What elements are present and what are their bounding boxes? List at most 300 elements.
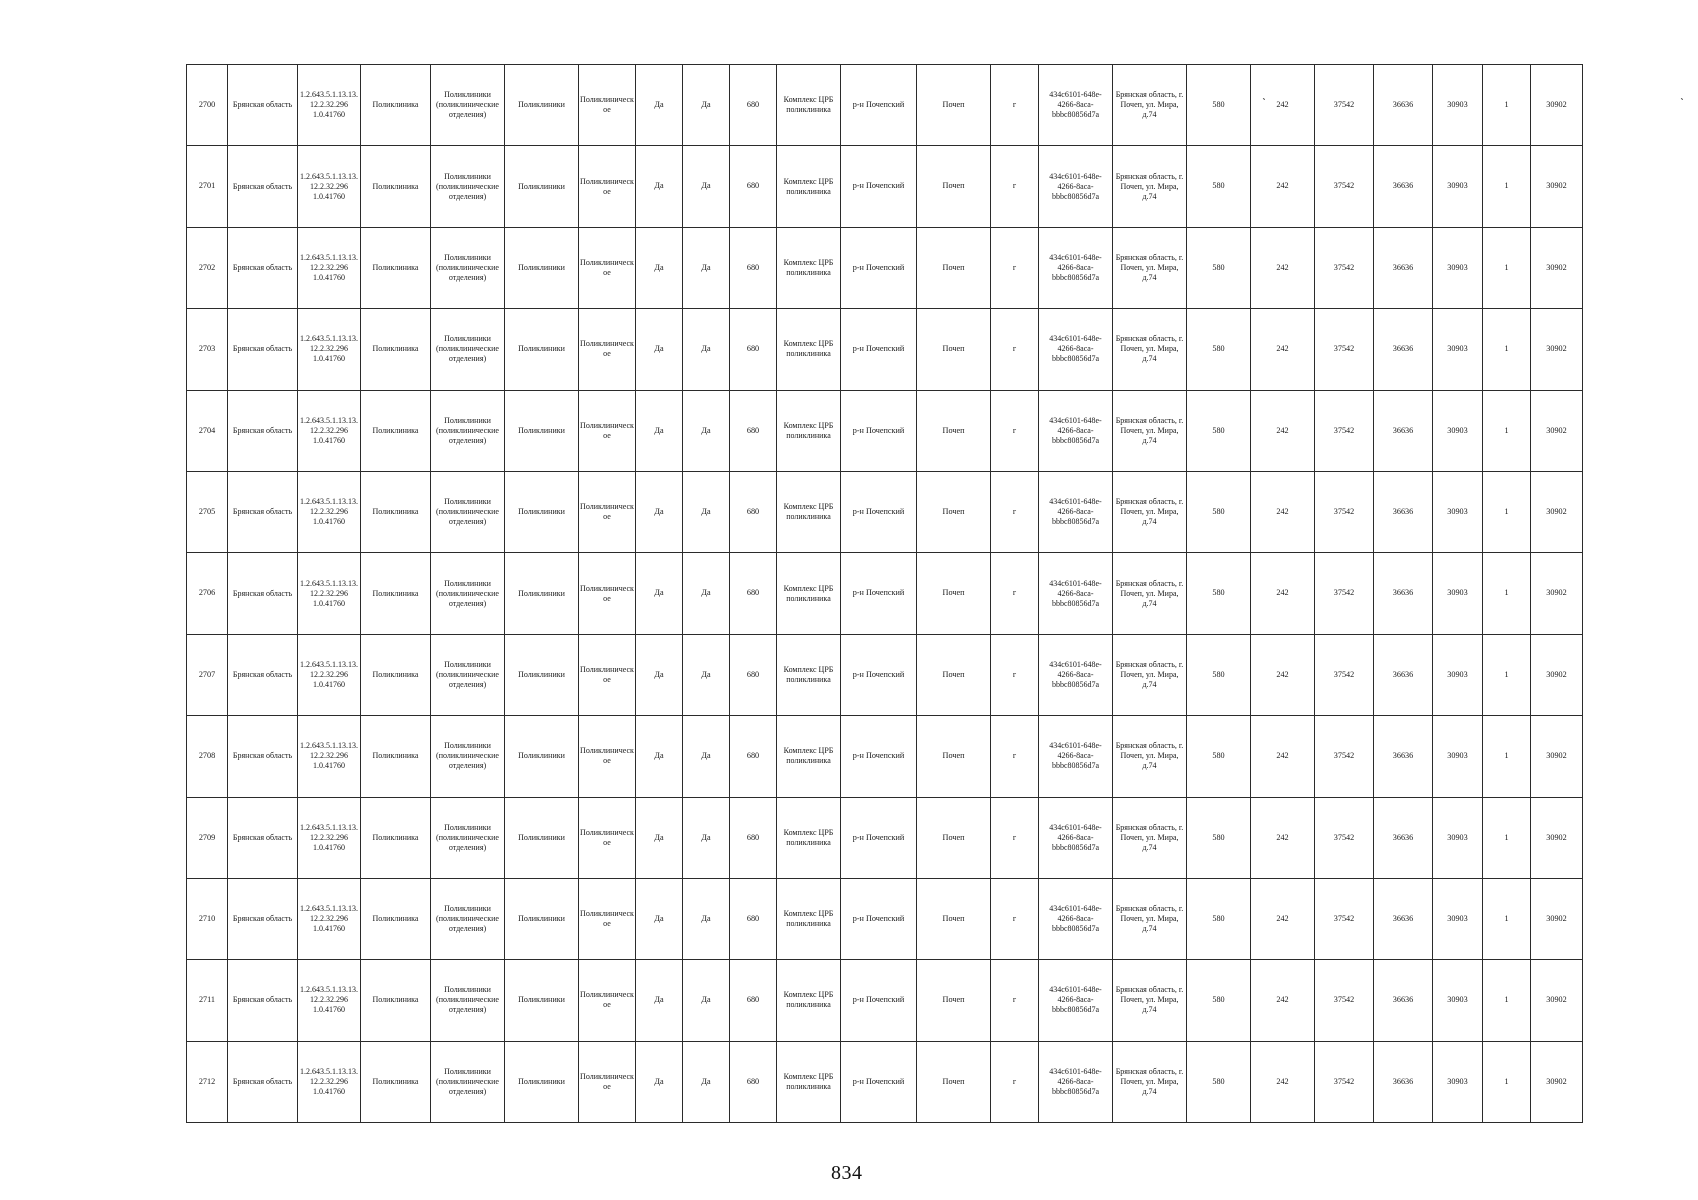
table-cell: 1 (1483, 309, 1531, 390)
table-cell: 580 (1187, 146, 1251, 227)
table-cell: Почеп (917, 390, 991, 471)
table-cell: 1.2.643.5.1.13.13.12.2.32.296 1.0.41760 (298, 1041, 361, 1122)
table-cell: г (991, 471, 1039, 552)
table-cell: Поликлиническое (579, 553, 636, 634)
table-cell: г (991, 1041, 1039, 1122)
table-cell: Да (636, 65, 683, 146)
table-cell: р-н Почепский (841, 960, 917, 1041)
table-cell: г (991, 878, 1039, 959)
table-cell: 1.2.643.5.1.13.13.12.2.32.296 1.0.41760 (298, 390, 361, 471)
table-cell: 434c6101-648e-4266-8aca-bbbc80856d7a (1039, 309, 1113, 390)
table-cell: 1.2.643.5.1.13.13.12.2.32.296 1.0.41760 (298, 716, 361, 797)
table-cell: 1.2.643.5.1.13.13.12.2.32.296 1.0.41760 (298, 309, 361, 390)
table-cell: 1 (1483, 960, 1531, 1041)
table-cell: 242 (1251, 634, 1315, 715)
table-cell: Комплекс ЦРБ поликлиника (777, 65, 841, 146)
table-cell: 30903 (1433, 309, 1483, 390)
table-cell: 30902 (1531, 309, 1583, 390)
table-cell: Брянская область, г. Почеп, ул. Мира, д.74 (1113, 553, 1187, 634)
table-cell: 30903 (1433, 553, 1483, 634)
table-cell: 30903 (1433, 878, 1483, 959)
table-cell: 1 (1483, 146, 1531, 227)
table-cell: Поликлиники (поликлинические отделения) (431, 960, 505, 1041)
table-cell: 30903 (1433, 227, 1483, 308)
table-cell: 36636 (1374, 471, 1433, 552)
table-cell: 434c6101-648e-4266-8aca-bbbc80856d7a (1039, 553, 1113, 634)
table-cell: Брянская область (228, 716, 298, 797)
table-cell: Поликлиника (361, 553, 431, 634)
table-cell: г (991, 960, 1039, 1041)
table-cell: 30902 (1531, 960, 1583, 1041)
table-cell: Да (636, 146, 683, 227)
table-cell: Почеп (917, 1041, 991, 1122)
table-cell: 434c6101-648e-4266-8aca-bbbc80856d7a (1039, 716, 1113, 797)
table-cell: г (991, 553, 1039, 634)
table-cell: 30902 (1531, 553, 1583, 634)
table-row (187, 878, 1583, 959)
table-cell: 2712 (187, 1041, 228, 1122)
table-cell: 30903 (1433, 471, 1483, 552)
table-cell: Поликлиника (361, 1041, 431, 1122)
table-cell: Поликлиника (361, 634, 431, 715)
table-cell: 30903 (1433, 65, 1483, 146)
table-cell: Да (636, 471, 683, 552)
table-cell: г (991, 146, 1039, 227)
table-cell: г (991, 716, 1039, 797)
table-row (187, 309, 1583, 390)
table-cell: 1.2.643.5.1.13.13.12.2.32.296 1.0.41760 (298, 797, 361, 878)
table-cell: 36636 (1374, 553, 1433, 634)
table-cell: 2707 (187, 634, 228, 715)
table-cell: Поликлиническое (579, 65, 636, 146)
table-cell: Брянская область (228, 227, 298, 308)
table-cell: 37542 (1315, 65, 1374, 146)
table-cell: 2702 (187, 227, 228, 308)
table-cell: 580 (1187, 716, 1251, 797)
table-cell: 1.2.643.5.1.13.13.12.2.32.296 1.0.41760 (298, 471, 361, 552)
table-cell: Поликлиники (поликлинические отделения) (431, 878, 505, 959)
table-cell: Брянская область, г. Почеп, ул. Мира, д.74 (1113, 146, 1187, 227)
table-cell: 1 (1483, 878, 1531, 959)
table-cell: Поликлиники (505, 960, 579, 1041)
table-cell: Брянская область, г. Почеп, ул. Мира, д.74 (1113, 797, 1187, 878)
table-cell: Почеп (917, 471, 991, 552)
table-cell: Да (683, 1041, 730, 1122)
table-cell: Брянская область, г. Почеп, ул. Мира, д.74 (1113, 716, 1187, 797)
table-cell: 580 (1187, 471, 1251, 552)
table-cell: 2708 (187, 716, 228, 797)
table-cell: 36636 (1374, 1041, 1433, 1122)
table-cell: Поликлиническое (579, 471, 636, 552)
table-cell: г (991, 797, 1039, 878)
table-cell: Брянская область, г. Почеп, ул. Мира, д.74 (1113, 1041, 1187, 1122)
table-cell: Да (683, 309, 730, 390)
table-row (187, 471, 1583, 552)
table-body (187, 65, 1583, 1123)
table-cell: Да (683, 553, 730, 634)
table-cell: 1.2.643.5.1.13.13.12.2.32.296 1.0.41760 (298, 65, 361, 146)
table-cell: 434c6101-648e-4266-8aca-bbbc80856d7a (1039, 146, 1113, 227)
table-cell: Да (683, 716, 730, 797)
table-cell: 580 (1187, 65, 1251, 146)
table-cell: 36636 (1374, 227, 1433, 308)
table-cell: 2703 (187, 309, 228, 390)
table-cell: Поликлиники (поликлинические отделения) (431, 716, 505, 797)
table-cell: Брянская область, г. Почеп, ул. Мира, д.74 (1113, 390, 1187, 471)
table-cell: Да (683, 634, 730, 715)
table-cell: 30902 (1531, 471, 1583, 552)
table-cell: 434c6101-648e-4266-8aca-bbbc80856d7a (1039, 960, 1113, 1041)
table-cell: Поликлиники (505, 878, 579, 959)
table-cell: 36636 (1374, 65, 1433, 146)
table-cell: Поликлиники (505, 309, 579, 390)
table-cell: р-н Почепский (841, 878, 917, 959)
table-cell: Поликлиники (поликлинические отделения) (431, 309, 505, 390)
table-cell: 2706 (187, 553, 228, 634)
table-cell: 680 (730, 553, 777, 634)
table-cell: 1.2.643.5.1.13.13.12.2.32.296 1.0.41760 (298, 634, 361, 715)
table-cell: Брянская область (228, 146, 298, 227)
table-row (187, 716, 1583, 797)
table-cell: 1.2.643.5.1.13.13.12.2.32.296 1.0.41760 (298, 960, 361, 1041)
table-cell: Брянская область, г. Почеп, ул. Мира, д.74 (1113, 878, 1187, 959)
table-cell: 30903 (1433, 1041, 1483, 1122)
table-cell: 2711 (187, 960, 228, 1041)
table-cell: Поликлиническое (579, 227, 636, 308)
table-cell: 37542 (1315, 634, 1374, 715)
table-cell: 242 (1251, 1041, 1315, 1122)
table-cell: 2704 (187, 390, 228, 471)
table-cell: Брянская область (228, 878, 298, 959)
table-cell: Да (683, 960, 730, 1041)
table-cell: Брянская область (228, 797, 298, 878)
table-cell: Да (683, 471, 730, 552)
table-cell: Поликлиника (361, 146, 431, 227)
table-cell: Почеп (917, 634, 991, 715)
table-cell: Поликлиника (361, 716, 431, 797)
table-cell: Комплекс ЦРБ поликлиника (777, 471, 841, 552)
table-cell: г (991, 65, 1039, 146)
table-cell: Комплекс ЦРБ поликлиника (777, 553, 841, 634)
table-cell: 434c6101-648e-4266-8aca-bbbc80856d7a (1039, 878, 1113, 959)
table-cell: 36636 (1374, 716, 1433, 797)
table-cell: 30903 (1433, 960, 1483, 1041)
table-cell: 680 (730, 878, 777, 959)
table-cell: 37542 (1315, 878, 1374, 959)
table-cell: р-н Почепский (841, 471, 917, 552)
table-row (187, 1041, 1583, 1122)
table-cell: 1 (1483, 553, 1531, 634)
table-cell: 30903 (1433, 146, 1483, 227)
table-cell: Комплекс ЦРБ поликлиника (777, 309, 841, 390)
table-cell: 36636 (1374, 878, 1433, 959)
table-cell: 37542 (1315, 960, 1374, 1041)
table-cell: Поликлиника (361, 309, 431, 390)
table-row (187, 146, 1583, 227)
table-cell: 30902 (1531, 716, 1583, 797)
table-cell: Поликлиники (поликлинические отделения) (431, 390, 505, 471)
table-cell: 680 (730, 634, 777, 715)
table-cell: 1 (1483, 716, 1531, 797)
table-cell: 30902 (1531, 227, 1583, 308)
table-cell: 680 (730, 146, 777, 227)
table-cell: 1 (1483, 1041, 1531, 1122)
table-cell: Комплекс ЦРБ поликлиника (777, 390, 841, 471)
table-row (187, 553, 1583, 634)
table-cell: р-н Почепский (841, 309, 917, 390)
table-cell: 37542 (1315, 309, 1374, 390)
table-cell: Да (636, 878, 683, 959)
table-cell: Поликлиника (361, 65, 431, 146)
table-cell: Да (683, 65, 730, 146)
table-cell: Брянская область, г. Почеп, ул. Мира, д.74 (1113, 634, 1187, 715)
table-cell: 680 (730, 309, 777, 390)
table-cell: 1 (1483, 797, 1531, 878)
table-cell: Брянская область (228, 634, 298, 715)
table-cell: Поликлиники (505, 471, 579, 552)
table-cell: Брянская область (228, 65, 298, 146)
table-cell: 242 (1251, 146, 1315, 227)
table-cell: 434c6101-648e-4266-8aca-bbbc80856d7a (1039, 65, 1113, 146)
table-row (187, 227, 1583, 308)
table-cell: 242 (1251, 65, 1315, 146)
table-cell: 37542 (1315, 1041, 1374, 1122)
table-cell: Почеп (917, 716, 991, 797)
table-cell: 37542 (1315, 390, 1374, 471)
table-cell: Брянская область (228, 1041, 298, 1122)
table-cell: 1 (1483, 634, 1531, 715)
table-cell: Поликлиника (361, 878, 431, 959)
table-cell: 1.2.643.5.1.13.13.12.2.32.296 1.0.41760 (298, 227, 361, 308)
table-cell: Брянская область (228, 309, 298, 390)
table-cell: 242 (1251, 797, 1315, 878)
table-cell: Почеп (917, 553, 991, 634)
table-cell: р-н Почепский (841, 634, 917, 715)
table-cell: г (991, 227, 1039, 308)
table-cell: Поликлиники (поликлинические отделения) (431, 1041, 505, 1122)
table-cell: 434c6101-648e-4266-8aca-bbbc80856d7a (1039, 471, 1113, 552)
table-cell: Да (683, 878, 730, 959)
table-cell: Да (636, 390, 683, 471)
table-cell: р-н Почепский (841, 797, 917, 878)
data-table (186, 64, 1583, 1123)
table-cell: Поликлиника (361, 797, 431, 878)
table-cell: Поликлиника (361, 960, 431, 1041)
table-cell: 680 (730, 471, 777, 552)
table-cell: Поликлиника (361, 471, 431, 552)
table-cell: 580 (1187, 553, 1251, 634)
table-cell: 242 (1251, 309, 1315, 390)
table-cell: Поликлиники (505, 146, 579, 227)
table-cell: Брянская область (228, 390, 298, 471)
table-cell: 30902 (1531, 878, 1583, 959)
table-cell: 242 (1251, 716, 1315, 797)
table-cell: 1.2.643.5.1.13.13.12.2.32.296 1.0.41760 (298, 146, 361, 227)
table-cell: Да (636, 1041, 683, 1122)
table-cell: Брянская область, г. Почеп, ул. Мира, д.74 (1113, 309, 1187, 390)
table-cell: 37542 (1315, 227, 1374, 308)
table-row (187, 797, 1583, 878)
table-cell: 2709 (187, 797, 228, 878)
table-cell: 37542 (1315, 146, 1374, 227)
table-cell: Поликлиники (поликлинические отделения) (431, 146, 505, 227)
table-cell: р-н Почепский (841, 65, 917, 146)
table-cell: Да (636, 797, 683, 878)
table-cell: Брянская область, г. Почеп, ул. Мира, д.74 (1113, 227, 1187, 308)
table-cell: 580 (1187, 227, 1251, 308)
table-cell: Поликлиника (361, 227, 431, 308)
table-cell: Брянская область, г. Почеп, ул. Мира, д.74 (1113, 471, 1187, 552)
table-cell: 30903 (1433, 634, 1483, 715)
table-cell: Поликлиники (505, 634, 579, 715)
table-cell: 434c6101-648e-4266-8aca-bbbc80856d7a (1039, 227, 1113, 308)
table-cell: 680 (730, 797, 777, 878)
table-cell: Поликлиническое (579, 797, 636, 878)
table-cell: Комплекс ЦРБ поликлиника (777, 1041, 841, 1122)
table-cell: Поликлиническое (579, 1041, 636, 1122)
table-cell: Поликлиники (поликлинические отделения) (431, 227, 505, 308)
table-cell: 680 (730, 227, 777, 308)
table-cell: Почеп (917, 960, 991, 1041)
table-cell: 30902 (1531, 1041, 1583, 1122)
table-cell: 580 (1187, 634, 1251, 715)
table-cell: Да (636, 553, 683, 634)
table-cell: 37542 (1315, 471, 1374, 552)
table-cell: г (991, 634, 1039, 715)
table-cell: Поликлиники (505, 227, 579, 308)
table-cell: Да (636, 716, 683, 797)
table-cell: 2701 (187, 146, 228, 227)
table-cell: Комплекс ЦРБ поликлиника (777, 227, 841, 308)
stray-mark: ˋ (1262, 96, 1266, 110)
table-cell: 1.2.643.5.1.13.13.12.2.32.296 1.0.41760 (298, 878, 361, 959)
table-cell: 242 (1251, 227, 1315, 308)
table-cell: Комплекс ЦРБ поликлиника (777, 878, 841, 959)
table-cell: Поликлиники (поликлинические отделения) (431, 797, 505, 878)
table-cell: 242 (1251, 960, 1315, 1041)
table-cell: Брянская область, г. Почеп, ул. Мира, д.74 (1113, 65, 1187, 146)
table-cell: Поликлиническое (579, 716, 636, 797)
table-cell: Почеп (917, 227, 991, 308)
table-cell: Да (636, 309, 683, 390)
table-cell: р-н Почепский (841, 146, 917, 227)
table-cell: Поликлиническое (579, 960, 636, 1041)
table-cell: р-н Почепский (841, 227, 917, 308)
table-cell: 36636 (1374, 309, 1433, 390)
table-cell: 37542 (1315, 716, 1374, 797)
table-cell: Да (683, 390, 730, 471)
table-cell: 580 (1187, 878, 1251, 959)
table-cell: 580 (1187, 309, 1251, 390)
table-cell: 30902 (1531, 634, 1583, 715)
table-cell: Поликлиники (505, 65, 579, 146)
table-cell: 680 (730, 65, 777, 146)
table-cell: 434c6101-648e-4266-8aca-bbbc80856d7a (1039, 1041, 1113, 1122)
table-cell: 680 (730, 960, 777, 1041)
table-cell: 242 (1251, 553, 1315, 634)
table-cell: 680 (730, 1041, 777, 1122)
table-cell: 2710 (187, 878, 228, 959)
table-cell: Комплекс ЦРБ поликлиника (777, 960, 841, 1041)
table-cell: 36636 (1374, 797, 1433, 878)
table-cell: Поликлиники (505, 390, 579, 471)
table-cell: Комплекс ЦРБ поликлиника (777, 716, 841, 797)
table-cell: 1 (1483, 227, 1531, 308)
table-cell: р-н Почепский (841, 716, 917, 797)
table-cell: Да (636, 634, 683, 715)
table-cell: 36636 (1374, 634, 1433, 715)
table-cell: Поликлиническое (579, 390, 636, 471)
table-cell: Поликлиника (361, 390, 431, 471)
table-cell: 30902 (1531, 65, 1583, 146)
table-row (187, 634, 1583, 715)
table-cell: 434c6101-648e-4266-8aca-bbbc80856d7a (1039, 390, 1113, 471)
table-cell: г (991, 309, 1039, 390)
table-cell: Почеп (917, 878, 991, 959)
table-cell: 580 (1187, 960, 1251, 1041)
table-cell: 1.2.643.5.1.13.13.12.2.32.296 1.0.41760 (298, 553, 361, 634)
table-cell: Брянская область, г. Почеп, ул. Мира, д.74 (1113, 960, 1187, 1041)
table-cell: Комплекс ЦРБ поликлиника (777, 634, 841, 715)
table-cell: 242 (1251, 471, 1315, 552)
table-cell: 30902 (1531, 390, 1583, 471)
table-cell: Почеп (917, 309, 991, 390)
table-cell: Почеп (917, 146, 991, 227)
table-cell: Поликлиники (505, 1041, 579, 1122)
table-cell: 580 (1187, 390, 1251, 471)
table-cell: 242 (1251, 878, 1315, 959)
table-cell: 1 (1483, 390, 1531, 471)
table-cell: Поликлиники (505, 797, 579, 878)
table-cell: Да (683, 797, 730, 878)
table-cell: р-н Почепский (841, 553, 917, 634)
table-cell: 434c6101-648e-4266-8aca-bbbc80856d7a (1039, 634, 1113, 715)
table-cell: 2705 (187, 471, 228, 552)
table-cell: Поликлиники (505, 553, 579, 634)
table-cell: Поликлиники (поликлинические отделения) (431, 471, 505, 552)
table-cell: Поликлиническое (579, 634, 636, 715)
table-cell: Поликлиники (поликлинические отделения) (431, 65, 505, 146)
table-cell: Почеп (917, 797, 991, 878)
table-cell: г (991, 390, 1039, 471)
table-cell: Поликлиники (поликлинические отделения) (431, 553, 505, 634)
table-cell: 580 (1187, 1041, 1251, 1122)
table-cell: Поликлиническое (579, 878, 636, 959)
table-cell: 242 (1251, 390, 1315, 471)
table-cell: 30903 (1433, 797, 1483, 878)
table-cell: р-н Почепский (841, 390, 917, 471)
table-cell: 680 (730, 716, 777, 797)
table-cell: Брянская область (228, 960, 298, 1041)
table-cell: 680 (730, 390, 777, 471)
table-cell: 434c6101-648e-4266-8aca-bbbc80856d7a (1039, 797, 1113, 878)
table-cell: Поликлиники (505, 716, 579, 797)
table-cell: 36636 (1374, 960, 1433, 1041)
table-cell: 37542 (1315, 797, 1374, 878)
table-cell: 1 (1483, 65, 1531, 146)
stray-mark: ˋ (1680, 96, 1684, 110)
table-cell: 2700 (187, 65, 228, 146)
table-row (187, 65, 1583, 146)
page-number: 834 (831, 1162, 863, 1184)
table-cell: Комплекс ЦРБ поликлиника (777, 797, 841, 878)
table-cell: Да (683, 227, 730, 308)
table-cell: 30902 (1531, 797, 1583, 878)
table-cell: Поликлиники (поликлинические отделения) (431, 634, 505, 715)
table-cell: 30903 (1433, 390, 1483, 471)
table-cell: Да (636, 227, 683, 308)
table-cell: Поликлиническое (579, 309, 636, 390)
